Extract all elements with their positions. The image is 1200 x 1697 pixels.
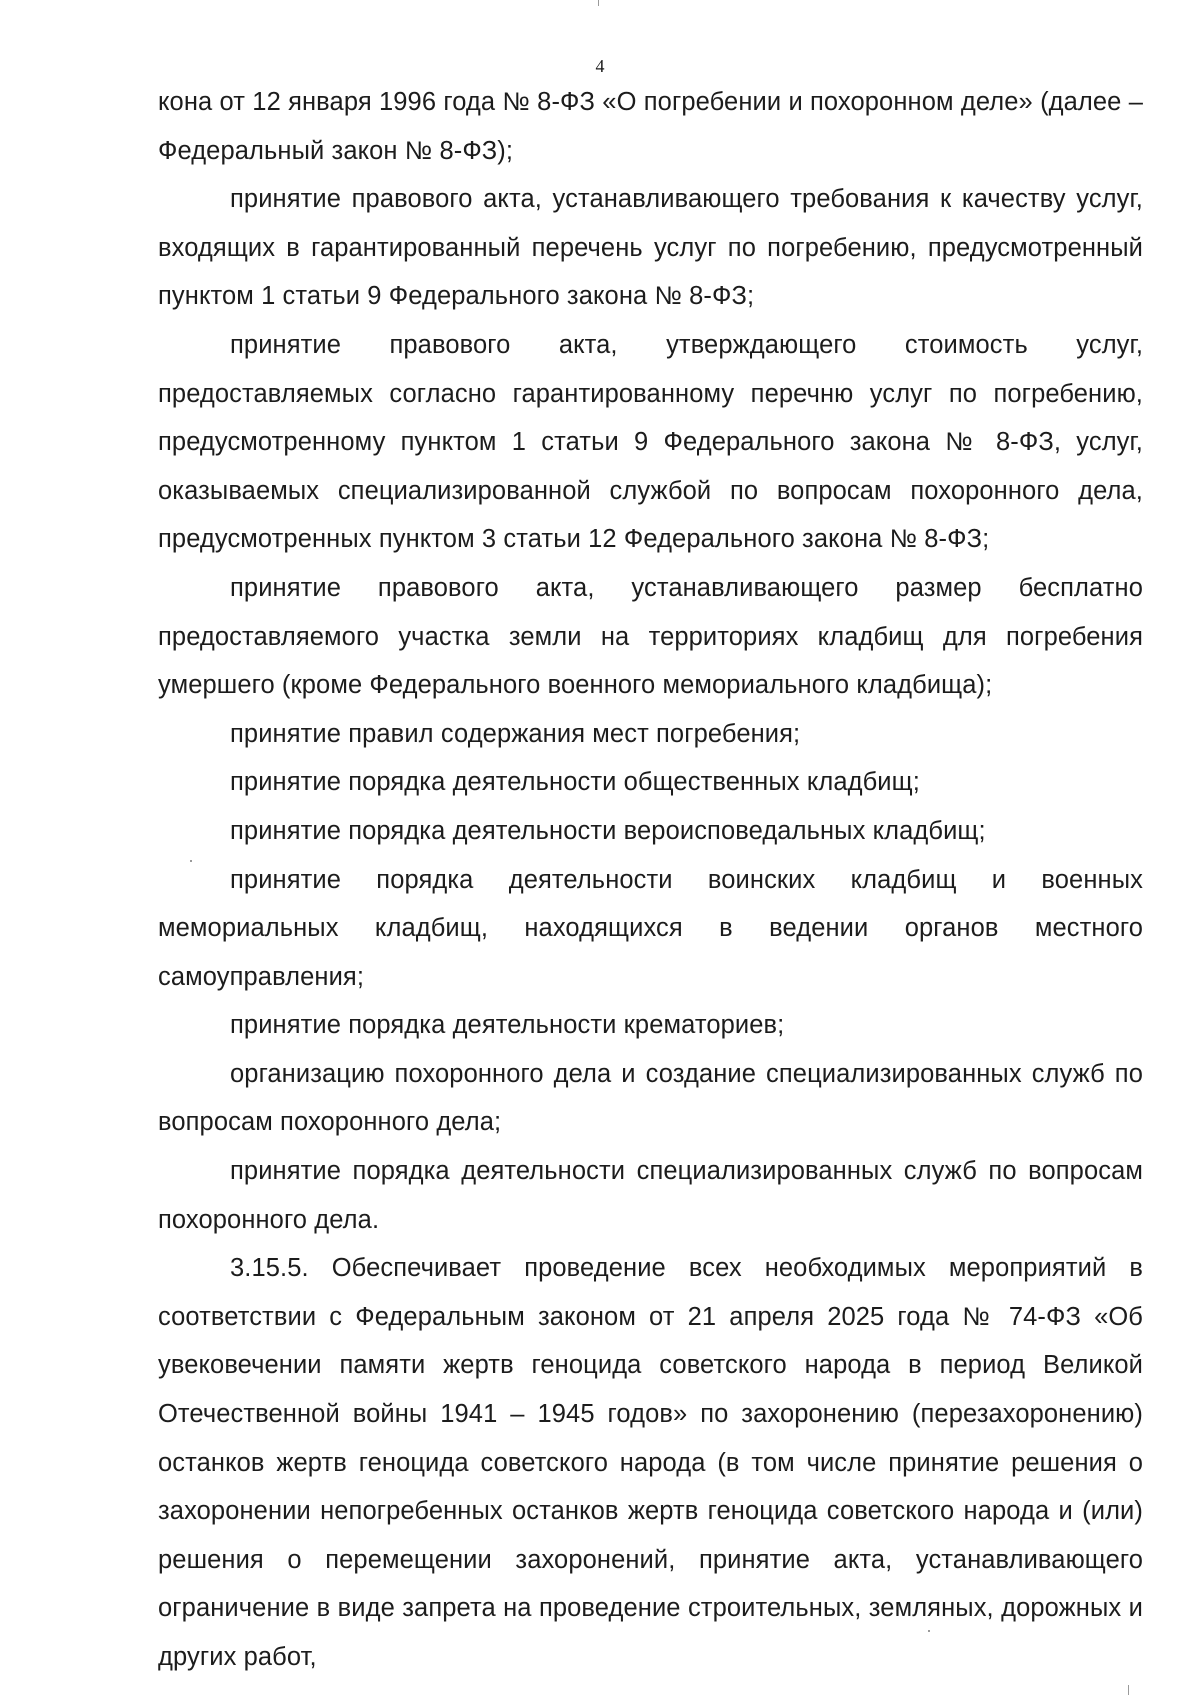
page-number: 4 xyxy=(595,56,605,76)
paragraph-crematoria: принятие порядка деятельности крематориев; xyxy=(230,1011,785,1040)
paragraph-quality-requirements: принятие правового акта, устанавливающего требования к качеству услуг, входящих в гарантированный перечень услуг по погребению, предусмотренный пунктом 1 статьи 9 Федерального закона № 8-ФЗ; xyxy=(158,185,1143,311)
paragraph-burial-rules: принятие правил содержания мест погребения; xyxy=(230,719,801,748)
scan-speck xyxy=(928,1630,930,1632)
paragraph-section-3-15-5: 3.15.5. Обеспечивает проведение всех необходимых мероприятий в соответствии с Федеральным законом от 21 апреля 2025 года № 74-ФЗ «Об увековечении памяти жертв геноцида советского народа в период Великой Отечественной войны 1941 – 1945 годов» по захоронению (перезахоронению) останков жертв геноцида советского народа (в том числе принятие решения о захоронении непогребенных останков жертв геноцида советского народа и (или) решения о перемещении захоронений, принятие акта, устанавливающего ограничение в виде запрета на проведение строительных, земляных, дорожных и других работ, xyxy=(158,1254,1143,1671)
paragraph-specialized-services: принятие порядка деятельности специализированных служб по вопросам похоронного дела. xyxy=(158,1157,1143,1234)
paragraph-service-cost: принятие правового акта, утверждающего стоимость услуг, предоставляемых согласно гарантированному перечню услуг по погребению, предусмотренному пунктом 1 статьи 9 Федерального закона № 8-ФЗ, услуг, оказываемых специализированной службой по вопросам похоронного дела, предусмотренных пунктом 3 статьи 12 Федерального закона № 8-ФЗ; xyxy=(158,330,1143,554)
paragraph-law-reference: кона от 12 января 1996 года № 8-ФЗ «О погребении и похоронном деле» (далее – Федеральный закон № 8-ФЗ); xyxy=(158,88,1143,165)
paragraph-religious-cemeteries: принятие порядка деятельности вероисповедальных кладбищ; xyxy=(230,816,986,845)
paragraph-public-cemeteries: принятие порядка деятельности общественных кладбищ; xyxy=(230,768,920,797)
document-body xyxy=(158,78,1143,1682)
scan-speck xyxy=(598,0,599,6)
paragraph-land-plot-size: принятие правового акта, устанавливающего размер бесплатно предоставляемого участка земли на территориях кладбищ для погребения умершего (кроме Федерального военного мемориального кладбища); xyxy=(158,573,1143,700)
paragraph-military-cemeteries: принятие порядка деятельности воинских кладбищ и военных мемориальных кладбищ, находящихся в ведении органов местного самоуправления; xyxy=(158,865,1143,991)
paragraph-funeral-organization: организацию похоронного дела и создание специализированных служб по вопросам похоронного дела; xyxy=(158,1059,1143,1137)
scan-speck xyxy=(190,860,192,862)
scan-speck xyxy=(1128,1685,1129,1695)
